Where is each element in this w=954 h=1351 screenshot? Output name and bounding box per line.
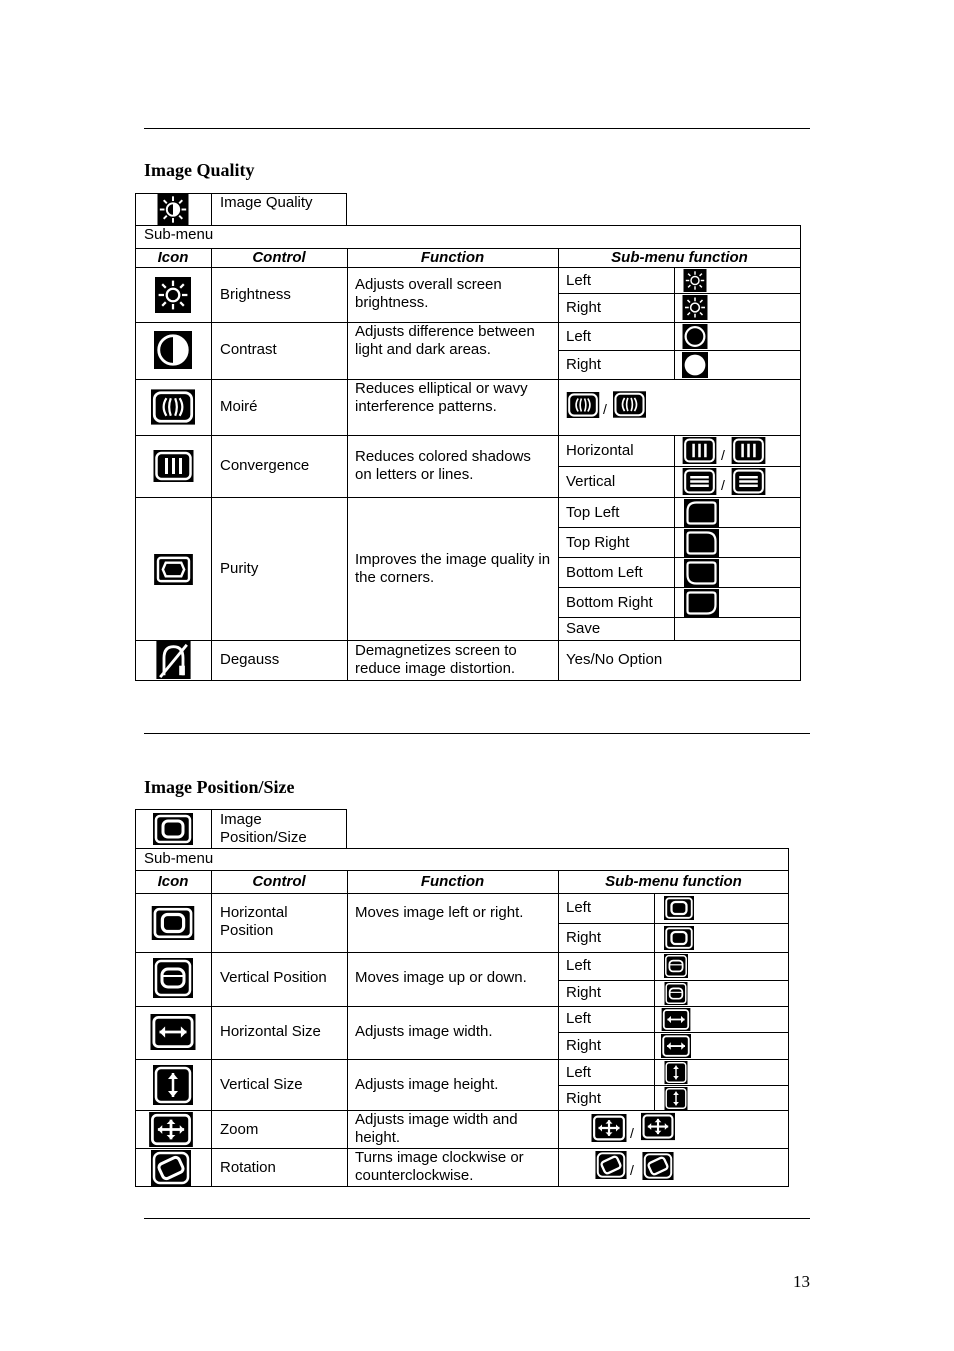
rotation-icon — [149, 1150, 193, 1186]
control-name: Moiré — [220, 398, 258, 415]
circle-outline-icon — [682, 324, 708, 349]
menu-title: Image Quality — [220, 194, 313, 211]
brightness-contrast-icon — [153, 194, 193, 225]
control-name: Convergence — [220, 457, 310, 474]
function-text: Adjusts image height. — [355, 1076, 499, 1093]
control-name: Horizontal Position — [220, 904, 288, 939]
control-name: Vertical Position — [220, 969, 327, 986]
convergence-v-down-icon — [731, 468, 766, 495]
header-function: Function — [420, 249, 485, 266]
convergence-h-right-icon — [731, 437, 766, 464]
position-size-icon — [152, 813, 194, 845]
zoom-icon — [149, 1112, 193, 1147]
top-divider — [144, 128, 810, 129]
moire-icon — [151, 389, 195, 425]
option-label: Left — [566, 272, 592, 289]
function-text: Adjusts overall screen brightness. — [355, 276, 502, 311]
horizontal-position-icon — [150, 906, 196, 940]
header-control: Control — [252, 249, 306, 266]
option-label: Horizontal — [566, 442, 634, 459]
header-function: Function — [420, 873, 485, 890]
control-name: Zoom — [220, 1121, 259, 1138]
page-number: 13 — [793, 1272, 810, 1291]
sun-small-icon — [682, 269, 708, 292]
option-label: Save — [566, 620, 601, 637]
degauss-icon — [156, 641, 191, 679]
image-position-heading: Image Position/Size — [144, 777, 295, 797]
header-icon: Icon — [157, 873, 189, 890]
slash-separator: / — [721, 447, 725, 463]
corner-top-right-icon — [682, 529, 721, 557]
function-text: Reduces colored shadows on letters or lines. — [355, 448, 531, 483]
width-narrow-icon — [661, 1008, 691, 1031]
option-label: Bottom Left — [566, 564, 643, 581]
option-label: Bottom Right — [566, 594, 653, 611]
slash-separator: / — [721, 477, 725, 493]
menu-title: Image Position/Size — [220, 811, 307, 846]
sun-icon — [154, 277, 192, 313]
function-text: Moves image up or down. — [355, 969, 527, 986]
rotate-cw-icon — [641, 1152, 675, 1180]
function-text: Adjusts difference between light and dark areas. — [355, 323, 535, 358]
slash-separator: / — [630, 1162, 634, 1178]
position-up-icon — [661, 954, 691, 978]
corner-top-left-icon — [682, 499, 721, 527]
submenu-label: Sub-menu — [144, 850, 214, 867]
circle-filled-icon — [682, 352, 708, 378]
option-label: Left — [566, 957, 592, 974]
corner-bottom-right-icon — [682, 589, 721, 617]
function-text: Adjusts image width. — [355, 1023, 493, 1040]
sun-large-icon — [682, 295, 708, 320]
purity-icon — [153, 554, 194, 585]
middle-divider — [144, 733, 810, 734]
corner-bottom-left-icon — [682, 559, 721, 587]
option-label: Top Right — [566, 534, 630, 551]
header-submenu-function: Sub-menu function — [611, 249, 748, 266]
function-text: Moves image left or right. — [355, 904, 524, 921]
option-label: Right — [566, 1090, 602, 1107]
position-left-icon — [661, 896, 697, 920]
option-label: Left — [566, 899, 592, 916]
zoom-in-icon — [591, 1114, 627, 1142]
control-name: Rotation — [220, 1159, 276, 1176]
position-down-icon — [661, 982, 691, 1005]
function-text: Turns image clockwise or counterclockwise. — [355, 1149, 524, 1184]
header-submenu-function: Sub-menu function — [605, 873, 742, 890]
submenu-label: Sub-menu — [144, 226, 214, 243]
option-text: Yes/No Option — [566, 651, 663, 668]
option-label: Right — [566, 1037, 602, 1054]
convergence-icon — [153, 450, 194, 482]
control-name: Vertical Size — [220, 1076, 303, 1093]
function-text: Adjusts image width and height. — [355, 1111, 518, 1146]
half-circle-icon — [154, 330, 192, 370]
vertical-size-icon — [152, 1065, 194, 1105]
option-label: Vertical — [566, 473, 616, 490]
rotate-ccw-icon — [594, 1151, 628, 1179]
control-name: Purity — [220, 560, 259, 577]
option-label: Right — [566, 929, 602, 946]
option-label: Right — [566, 356, 602, 373]
vertical-position-icon — [152, 958, 194, 998]
option-label: Top Left — [566, 504, 620, 521]
convergence-v-up-icon — [682, 468, 717, 495]
function-text: Improves the image quality in the corners. — [355, 551, 551, 586]
header-control: Control — [252, 873, 306, 890]
function-text: Reduces elliptical or wavy interference patterns. — [355, 380, 528, 415]
option-label: Left — [566, 328, 592, 345]
control-name: Horizontal Size — [220, 1023, 321, 1040]
width-wide-icon — [661, 1034, 691, 1058]
position-right-icon — [661, 926, 697, 950]
function-text: Demagnetizes screen to reduce image distortion. — [355, 642, 517, 677]
horizontal-size-icon — [150, 1014, 196, 1050]
header-icon: Icon — [157, 249, 189, 266]
option-label: Right — [566, 984, 602, 1001]
bottom-divider — [144, 1218, 810, 1219]
moire-narrow-icon — [566, 392, 600, 418]
height-short-icon — [661, 1061, 691, 1084]
control-name: Brightness — [220, 286, 291, 303]
moire-wide-icon — [613, 391, 646, 418]
option-label: Left — [566, 1064, 592, 1081]
height-tall-icon — [661, 1087, 691, 1110]
slash-separator: / — [630, 1125, 634, 1141]
convergence-h-left-icon — [682, 437, 717, 464]
slash-separator: / — [603, 401, 607, 417]
option-label: Right — [566, 299, 602, 316]
zoom-out-icon — [641, 1112, 675, 1141]
control-name: Degauss — [220, 651, 280, 668]
control-name: Contrast — [220, 341, 277, 358]
image-quality-heading: Image Quality — [144, 160, 255, 180]
option-label: Left — [566, 1010, 592, 1027]
